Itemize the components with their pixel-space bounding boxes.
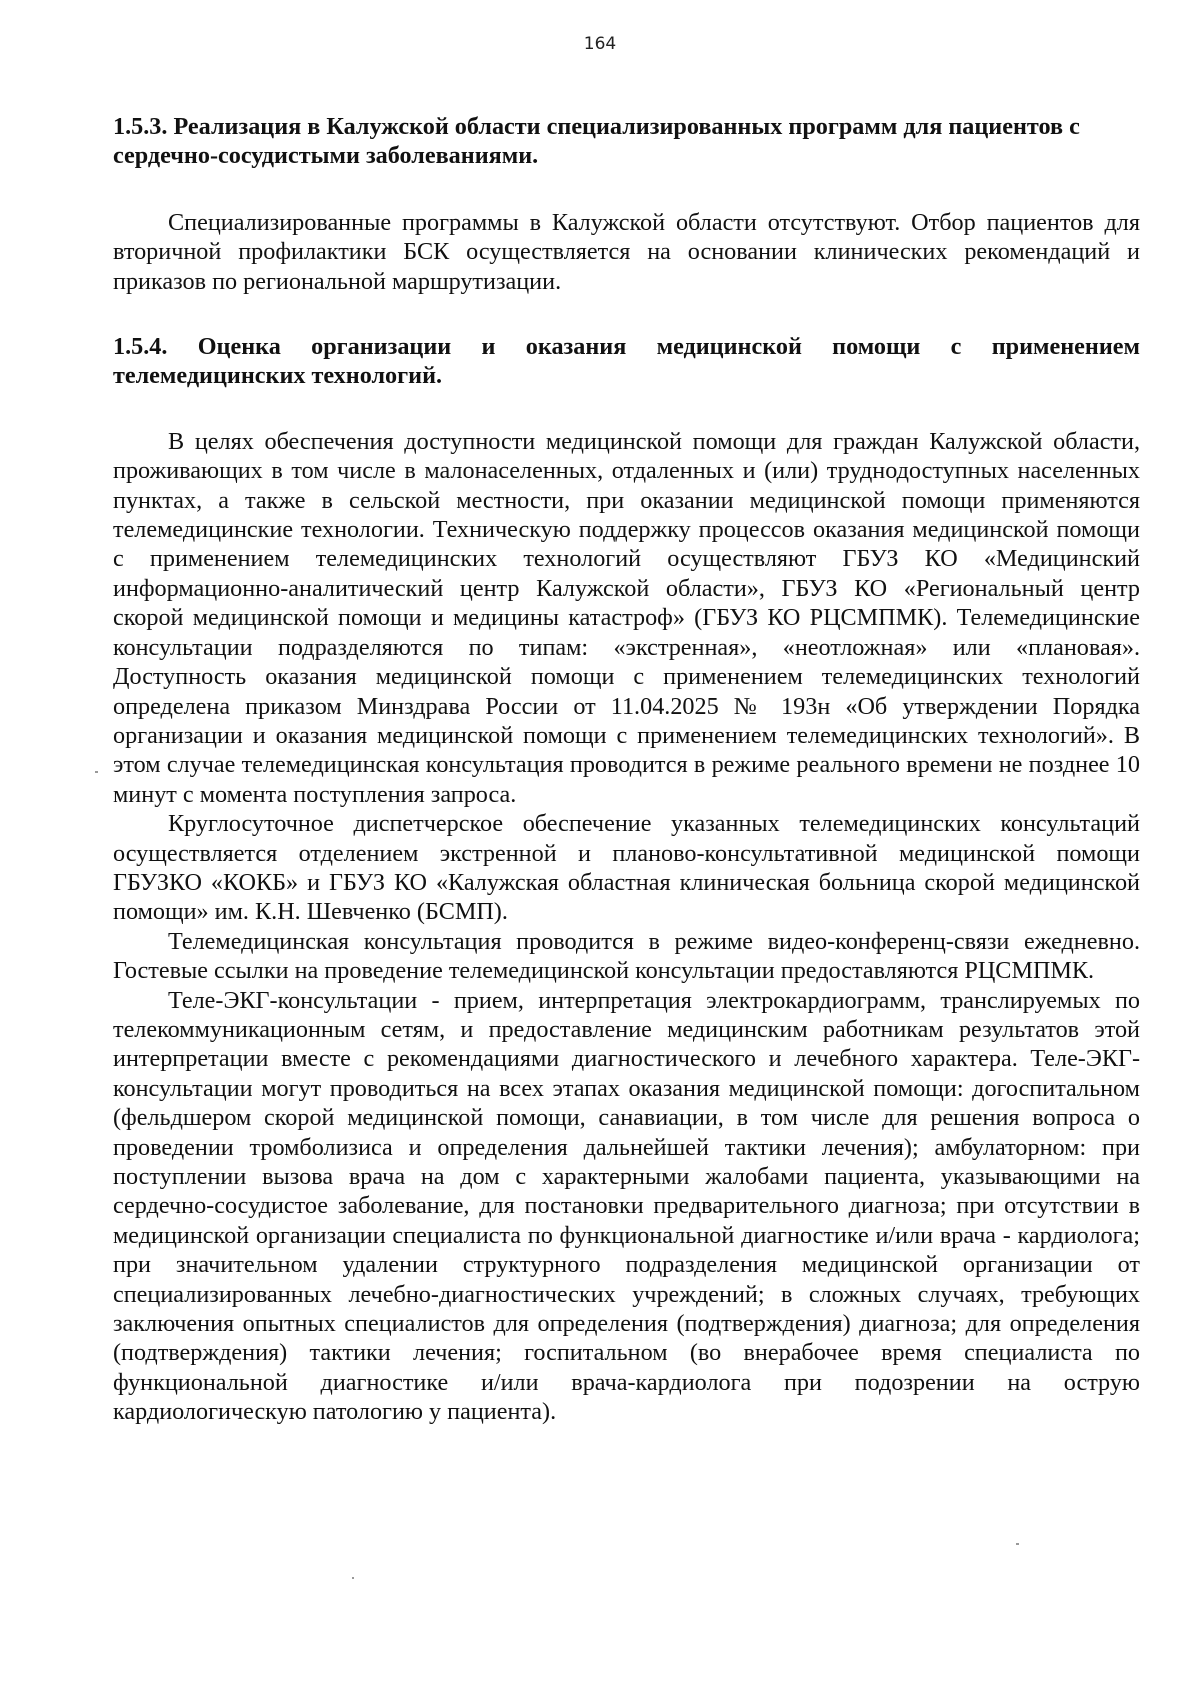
paragraph-telemedicine-overview: В целях обеспечения доступности медицинской помощи для граждан Калужской области, проживающих в том числе в малонаселенных, отдаленных и (или) труднодоступных населенных пунктах, а также в сельской местности, при оказании медицинской помощи применяются телемедицинские технологии. Техническую поддержку процессов оказания медицинской помощи с применением телемедицинских технологий осуществляют ГБУЗ КО «Медицинский информационно-аналитический центр Калужской области», ГБУЗ КО «Региональный центр скорой медицинской помощи и медицины катастроф» (ГБУЗ КО РЦСМПМК). Телемедицинские консультации подразделяются по типам: «экстренная», «неотложная» или «плановая». Доступность оказания медицинской помощи с применением телемедицинских технологий определена приказом Минздрава России от 11.04.2025 № 193н «Об утверждении Порядка организации и оказания медицинской помощи с применением телемедицинских технологий». В этом случае телемедицинская консультация проводится в режиме реального времени не позднее 10 минут с момента поступления запроса. [113, 427, 1140, 808]
spacer [113, 171, 1140, 208]
section-heading-1-5-3: 1.5.3. Реализация в Калужской области специализированных программ для пациентов с сердечно-сосудистыми заболеваниями. [113, 113, 1080, 170]
scan-speck [352, 1577, 354, 1579]
paragraph-tele-ecg: Теле-ЭКГ-консультации - прием, интерпретация электрокардиограмм, транслируемых по телекоммуникационным сетям, и предоставление медицинским работникам результатов этой интерпретации вместе с рекомендациями диагностического и лечебного характера. Теле-ЭКГ-консультации могут проводиться на всех этапах оказания медицинской помощи: догоспитальном (фельдшером скорой медицинской помощи, санавиации, в том числе для решения вопроса о проведении тромболизиса и определения дальнейшей тактики лечения); амбулаторном: при поступлении вызова врача на дом с характерными жалобами пациента, указывающими на сердечно-сосудистое заболевание, для постановки предварительного диагноза; при отсутствии в медицинской организации специалиста по функциональной диагностике и/или врача - кардиолога; при значительном удалении структурного подразделения медицинской организации от специализированных лечебно-диагностических учреждений; в сложных случаях, требующих заключения опытных специалистов для определения (подтверждения) диагноза; для определения (подтверждения) тактики лечения; госпитальном (во внерабочее время специалиста по функциональной диагностике и/или врача-кардиолога при подозрении на острую кардиологическую патологию у пациента). [113, 986, 1140, 1426]
spacer [113, 391, 1140, 427]
spacer [113, 296, 1140, 332]
page-number: 164 [583, 34, 617, 54]
paragraph-specialized-programs: Специализированные программы в Калужской области отсутствуют. Отбор пациентов для вторичной профилактики БСК осуществляется на основании клинических рекомендаций и приказов по региональной маршрутизации. [113, 208, 1140, 295]
scan-speck [95, 771, 98, 773]
scan-speck [1016, 1543, 1019, 1545]
page-content [113, 112, 1140, 1427]
paragraph-dispatch-support: Круглосуточное диспетчерское обеспечение указанных телемедицинских консультаций осуществляется отделением экстренной и планово-консультативной медицинской помощи ГБУЗКО «КОКБ» и ГБУЗ КО «Калужская областная клиническая больница скорой медицинской помощи» им. К.Н. Шевченко (БСМП). [113, 810, 1140, 926]
section-heading-1-5-4: 1.5.4. Оценка организации и оказания медицинской помощи с применением телемедицинских технологий. [113, 333, 1140, 390]
paragraph-video-conference: Телемедицинская консультация проводится в режиме видео-конференц-связи ежедневно. Гостевые ссылки на проведение телемедицинской консультации предоставляются РЦСМПМК. [113, 927, 1140, 985]
